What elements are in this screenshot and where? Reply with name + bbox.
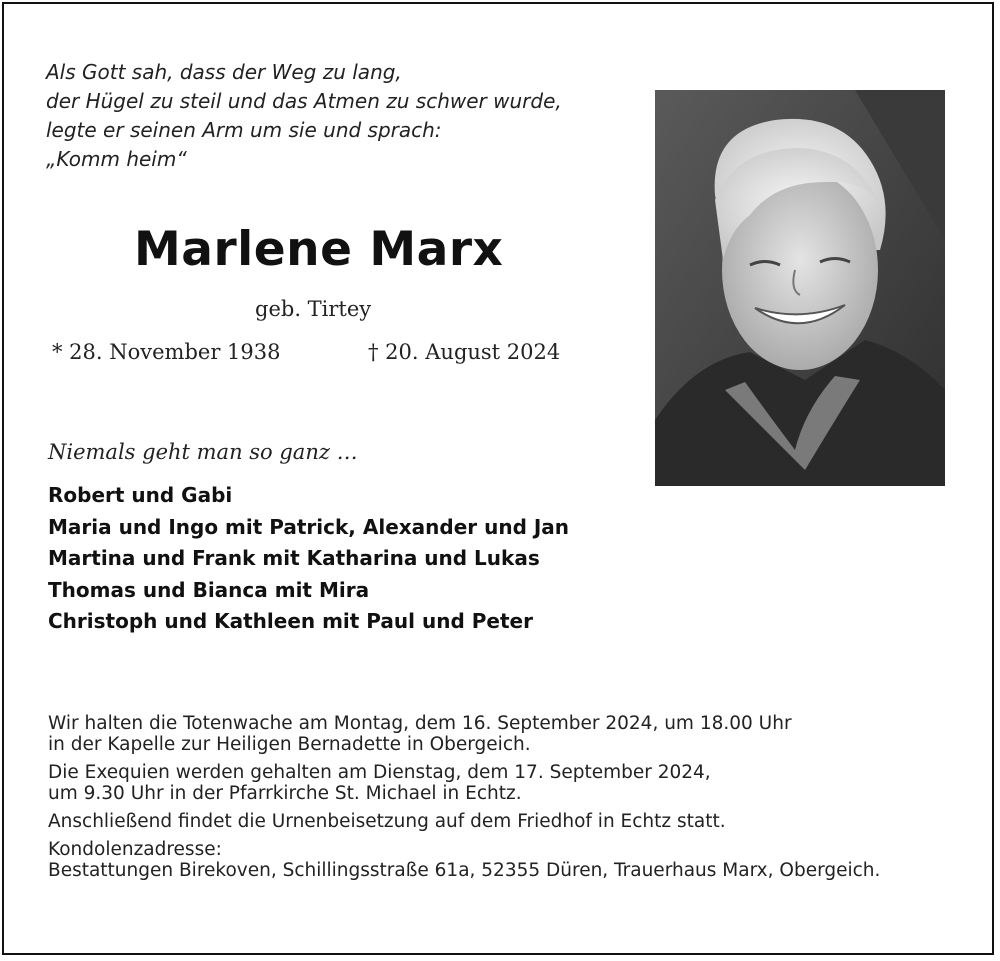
poem	[46, 58, 562, 174]
poem-line: „Komm heim“	[46, 147, 187, 171]
burial-line: Anschließend findet die Urnenbeisetzung auf dem Friedhof in Echtz statt.	[48, 811, 726, 832]
mass-line: um 9.30 Uhr in der Pfarrkirche St. Michael in Echtz.	[48, 783, 522, 804]
family-member: Thomas und Bianca mit Mira	[48, 577, 370, 602]
family-member: Christoph und Kathleen mit Paul und Peter	[48, 609, 533, 633]
condolence-address: Bestattungen Birekoven, Schillingsstraße 61a, 52355 Düren, Trauerhaus Marx, Obergeich.	[48, 860, 881, 881]
family-list	[48, 480, 569, 638]
family-member: Robert und Gabi	[48, 483, 233, 507]
family-member: Maria und Ingo mit Patrick, Alexander und Jan	[48, 514, 570, 539]
portrait-photo	[655, 90, 945, 486]
service-info	[48, 706, 880, 888]
poem-line: Als Gott sah, dass der Weg zu lang,	[46, 60, 402, 84]
death-date: † 20. August 2024	[368, 340, 561, 364]
poem-line: der Hügel zu steil und das Atmen zu schwer wurde,	[46, 89, 562, 113]
family-member: Martina und Frank mit Katharina und Lukas	[48, 546, 540, 570]
wake-line: in der Kapelle zur Heiligen Bernadette in Obergeich.	[48, 734, 531, 755]
wake-line: Wir halten die Totenwache am Montag, dem 16. September 2024, um 18.00 Uhr	[48, 713, 792, 734]
motto: Niemals geht man so ganz …	[48, 440, 358, 464]
mass-line: Die Exequien werden gehalten am Dienstag, dem 17. September 2024,	[48, 762, 711, 783]
deceased-name: Marlene Marx	[134, 222, 504, 277]
condolence-label: Kondolenzadresse:	[48, 839, 222, 860]
birth-name: geb. Tirtey	[255, 297, 372, 321]
birth-date: * 28. November 1938	[52, 340, 281, 364]
poem-line: legte er seinen Arm um sie und sprach:	[46, 118, 442, 142]
